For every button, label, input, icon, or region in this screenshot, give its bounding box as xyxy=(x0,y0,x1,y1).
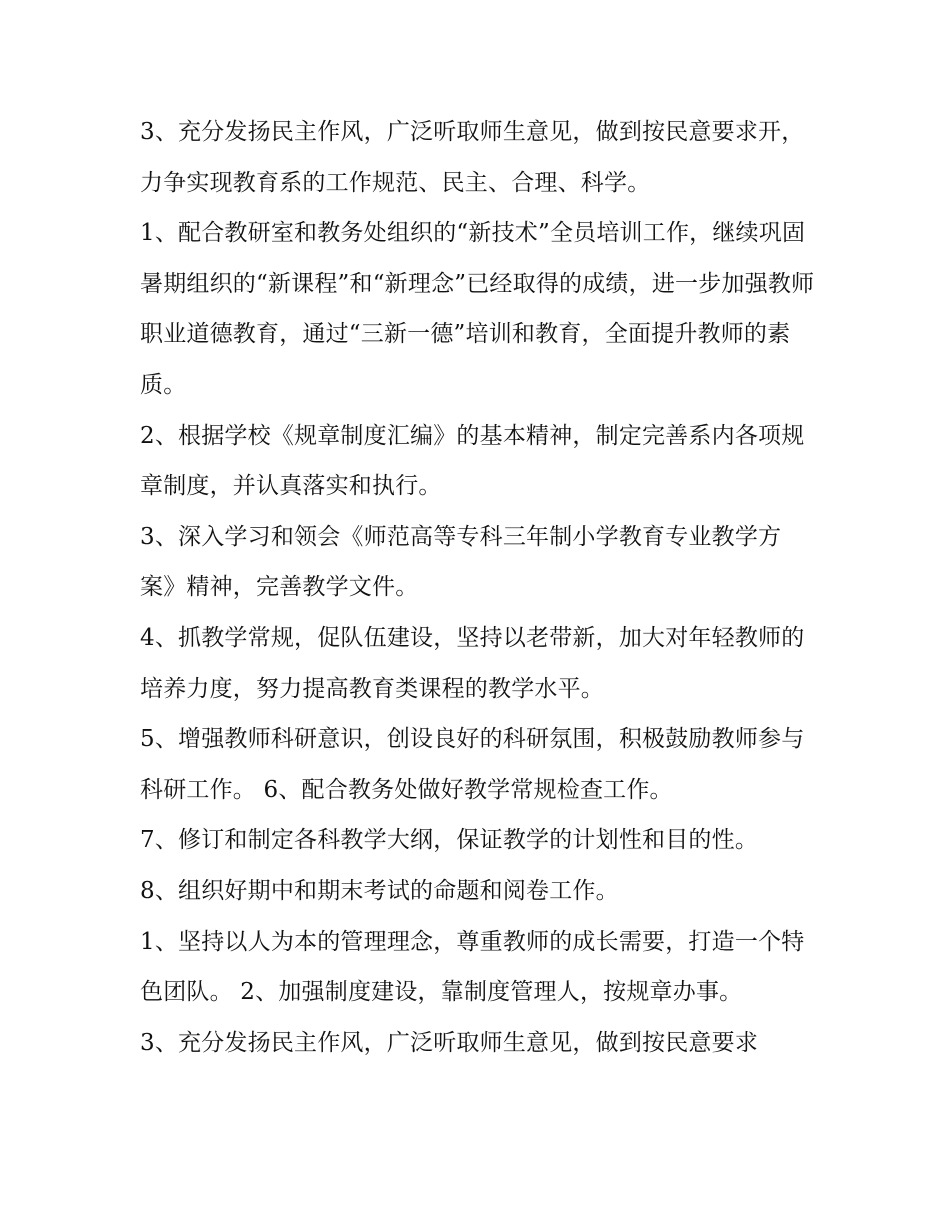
paragraph-5: 4、抓教学常规，促队伍建设，坚持以老带新，加大对年轻教师的培养力度，努力提高教育类课程的教学水平。 xyxy=(140,624,805,702)
paragraph-1: 3、充分发扬民主作风，广泛听取师生意见，做到按民意要求开，力争实现教育系的工作规范、民主、合理、科学。 xyxy=(140,119,805,196)
paragraph-4: 3、深入学习和领会《师范高等专科三年制小学教育专业教学方案》精神，完善教学文件。 xyxy=(140,523,782,601)
document-body xyxy=(140,107,815,1068)
paragraph-10: 3、充分发扬民主作风，广泛听取师生意见，做到按民意要求 xyxy=(140,1029,759,1056)
paragraph-9: 1、坚持以人为本的管理理念，尊重教师的成长需要，打造一个特色团队。 2、加强制度建设，靠制度管理人，按规章办事。 xyxy=(140,928,805,1006)
paragraph-6: 5、增强教师科研意识，创设良好的科研氛围，积极鼓励教师参与科研工作。 6、配合教务处做好教学常规检查工作。 xyxy=(140,726,805,803)
paragraph-3: 2、根据学校《规章制度汇编》的基本精神，制定完善系内各项规章制度，并认真落实和执行。 xyxy=(140,422,805,500)
paragraph-8: 8、组织好期中和期末考试的命题和阅卷工作。 xyxy=(140,877,619,904)
paragraph-2: 1、配合教研室和教务处组织的“新技术”全员培训工作，继续巩固暑期组织的“新课程”和“新理念”已经取得的成绩，进一步加强教师职业道德教育，通过“三新一德”培训和教育，全面提升教师的素质。 xyxy=(140,220,815,398)
paragraph-7: 7、修订和制定各科教学大纲，保证教学的计划性和目的性。 xyxy=(140,827,759,854)
